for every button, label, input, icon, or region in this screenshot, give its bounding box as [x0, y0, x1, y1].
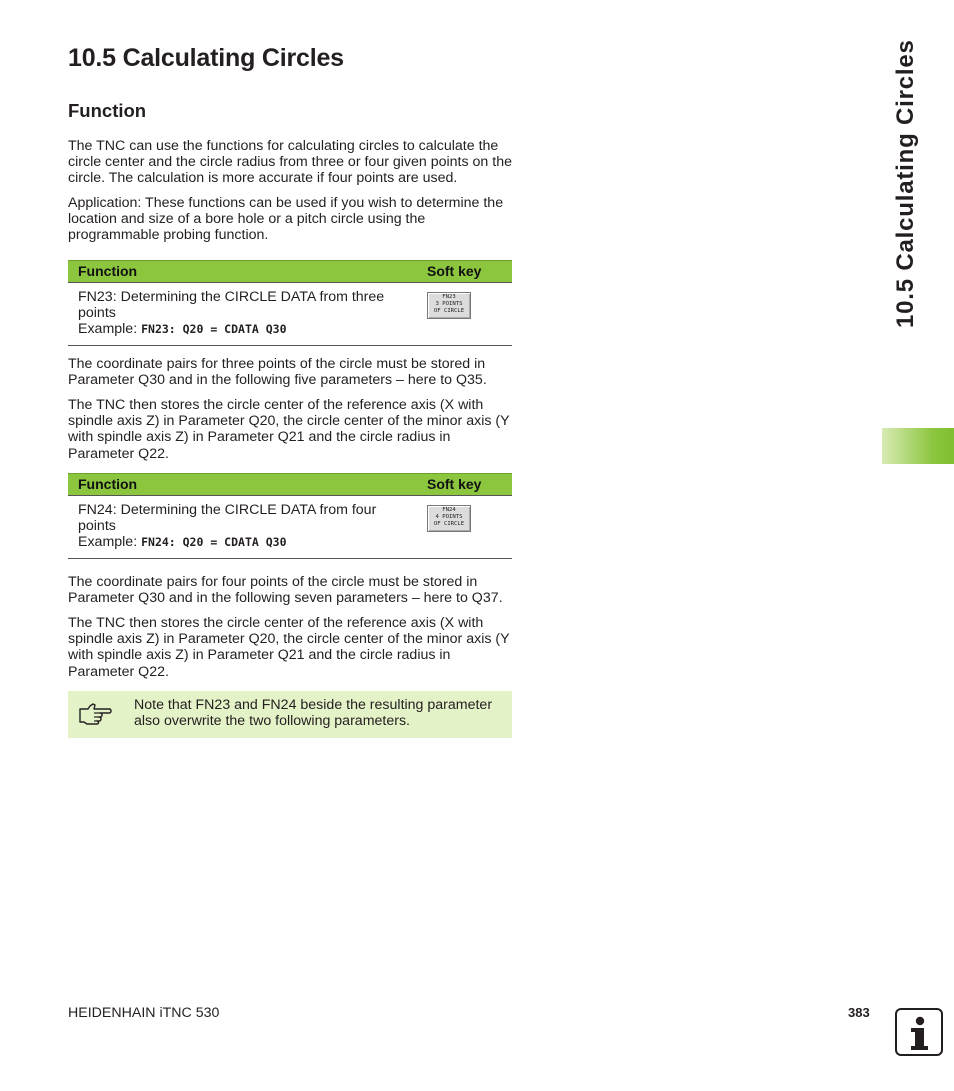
table-row: [68, 282, 512, 346]
lower-paragraph-1: The coordinate pairs for four points of the circle must be stored in Parameter Q30 and in the following seven parameters – here to Q37.: [68, 574, 503, 607]
example-line: [78, 321, 408, 337]
note-box: [68, 691, 512, 738]
softkey-line: FN23: [442, 294, 456, 300]
lower-paragraph-2: The TNC then stores the circle center of the reference axis (X with spindle axis Z) in Parameter Q20, the circle center of the minor axis (Y with spindle axis Z) in Parameter Q21 and the circle radius in Parameter Q22.: [68, 615, 510, 680]
example-label: Example:: [78, 534, 142, 551]
example-label: Example:: [78, 321, 142, 338]
fn24-softkey-icon[interactable]: [427, 505, 471, 532]
header-function: Function: [78, 476, 138, 492]
page-title: 10.5 Calculating Circles: [68, 44, 344, 72]
middle-paragraph-1: The coordinate pairs for three points of the circle must be stored in Parameter Q30 and in the following five parameters – here to Q35.: [68, 356, 487, 389]
section-heading: Function: [68, 100, 147, 121]
softkey-line: OF CIRCLE: [433, 308, 465, 315]
chapter-tab-title: [880, 39, 950, 370]
example-code: FN24: Q20 = CDATA Q30: [141, 535, 287, 550]
footer-product: HEIDENHAIN iTNC 530: [68, 1005, 220, 1021]
softkey-line: 4 POINTS: [435, 514, 463, 521]
table-header: [68, 473, 512, 495]
header-softkey: Soft key: [427, 263, 482, 279]
chapter-tab-label: 10.5 Calculating Circles: [892, 39, 919, 328]
function-description: FN23: Determining the CIRCLE DATA from three points: [78, 289, 385, 322]
function-description: FN24: Determining the CIRCLE DATA from four points: [78, 502, 377, 535]
info-icon[interactable]: [895, 1008, 943, 1056]
note-text: Note that FN23 and FN24 beside the resulting parameter also overwrite the two following parameters.: [134, 697, 493, 730]
pointing-hand-icon: [78, 701, 112, 730]
table-header: [68, 260, 512, 282]
softkey-line: OF CIRCLE: [433, 521, 465, 528]
header-function: Function: [78, 263, 138, 279]
intro-paragraph-1: The TNC can use the functions for calculating circles to calculate the circle center and the circle radius from three or four given points on the circle. The calculation is more accurate if four points are used.: [68, 138, 512, 187]
chapter-marker: [882, 428, 954, 464]
page-number: 383: [848, 1005, 870, 1020]
function-table-fn24: [68, 473, 512, 559]
example-line: [78, 534, 408, 550]
fn23-softkey-icon[interactable]: [427, 292, 471, 319]
header-softkey: Soft key: [427, 476, 482, 492]
softkey-line: 3 POINTS: [435, 301, 463, 308]
softkey-line: FN24: [442, 507, 456, 513]
function-table-fn23: [68, 260, 512, 346]
middle-paragraph-2: The TNC then stores the circle center of the reference axis (X with spindle axis Z) in Parameter Q20, the circle center of the minor axis (Y with spindle axis Z) in Parameter Q21 and the circle radius in Parameter Q22.: [68, 397, 510, 462]
intro-paragraph-2: Application: These functions can be used if you wish to determine the location and size of a bore hole or a pitch circle using the programmable probing function.: [68, 195, 504, 244]
table-row: [68, 495, 512, 559]
example-code: FN23: Q20 = CDATA Q30: [141, 322, 287, 337]
